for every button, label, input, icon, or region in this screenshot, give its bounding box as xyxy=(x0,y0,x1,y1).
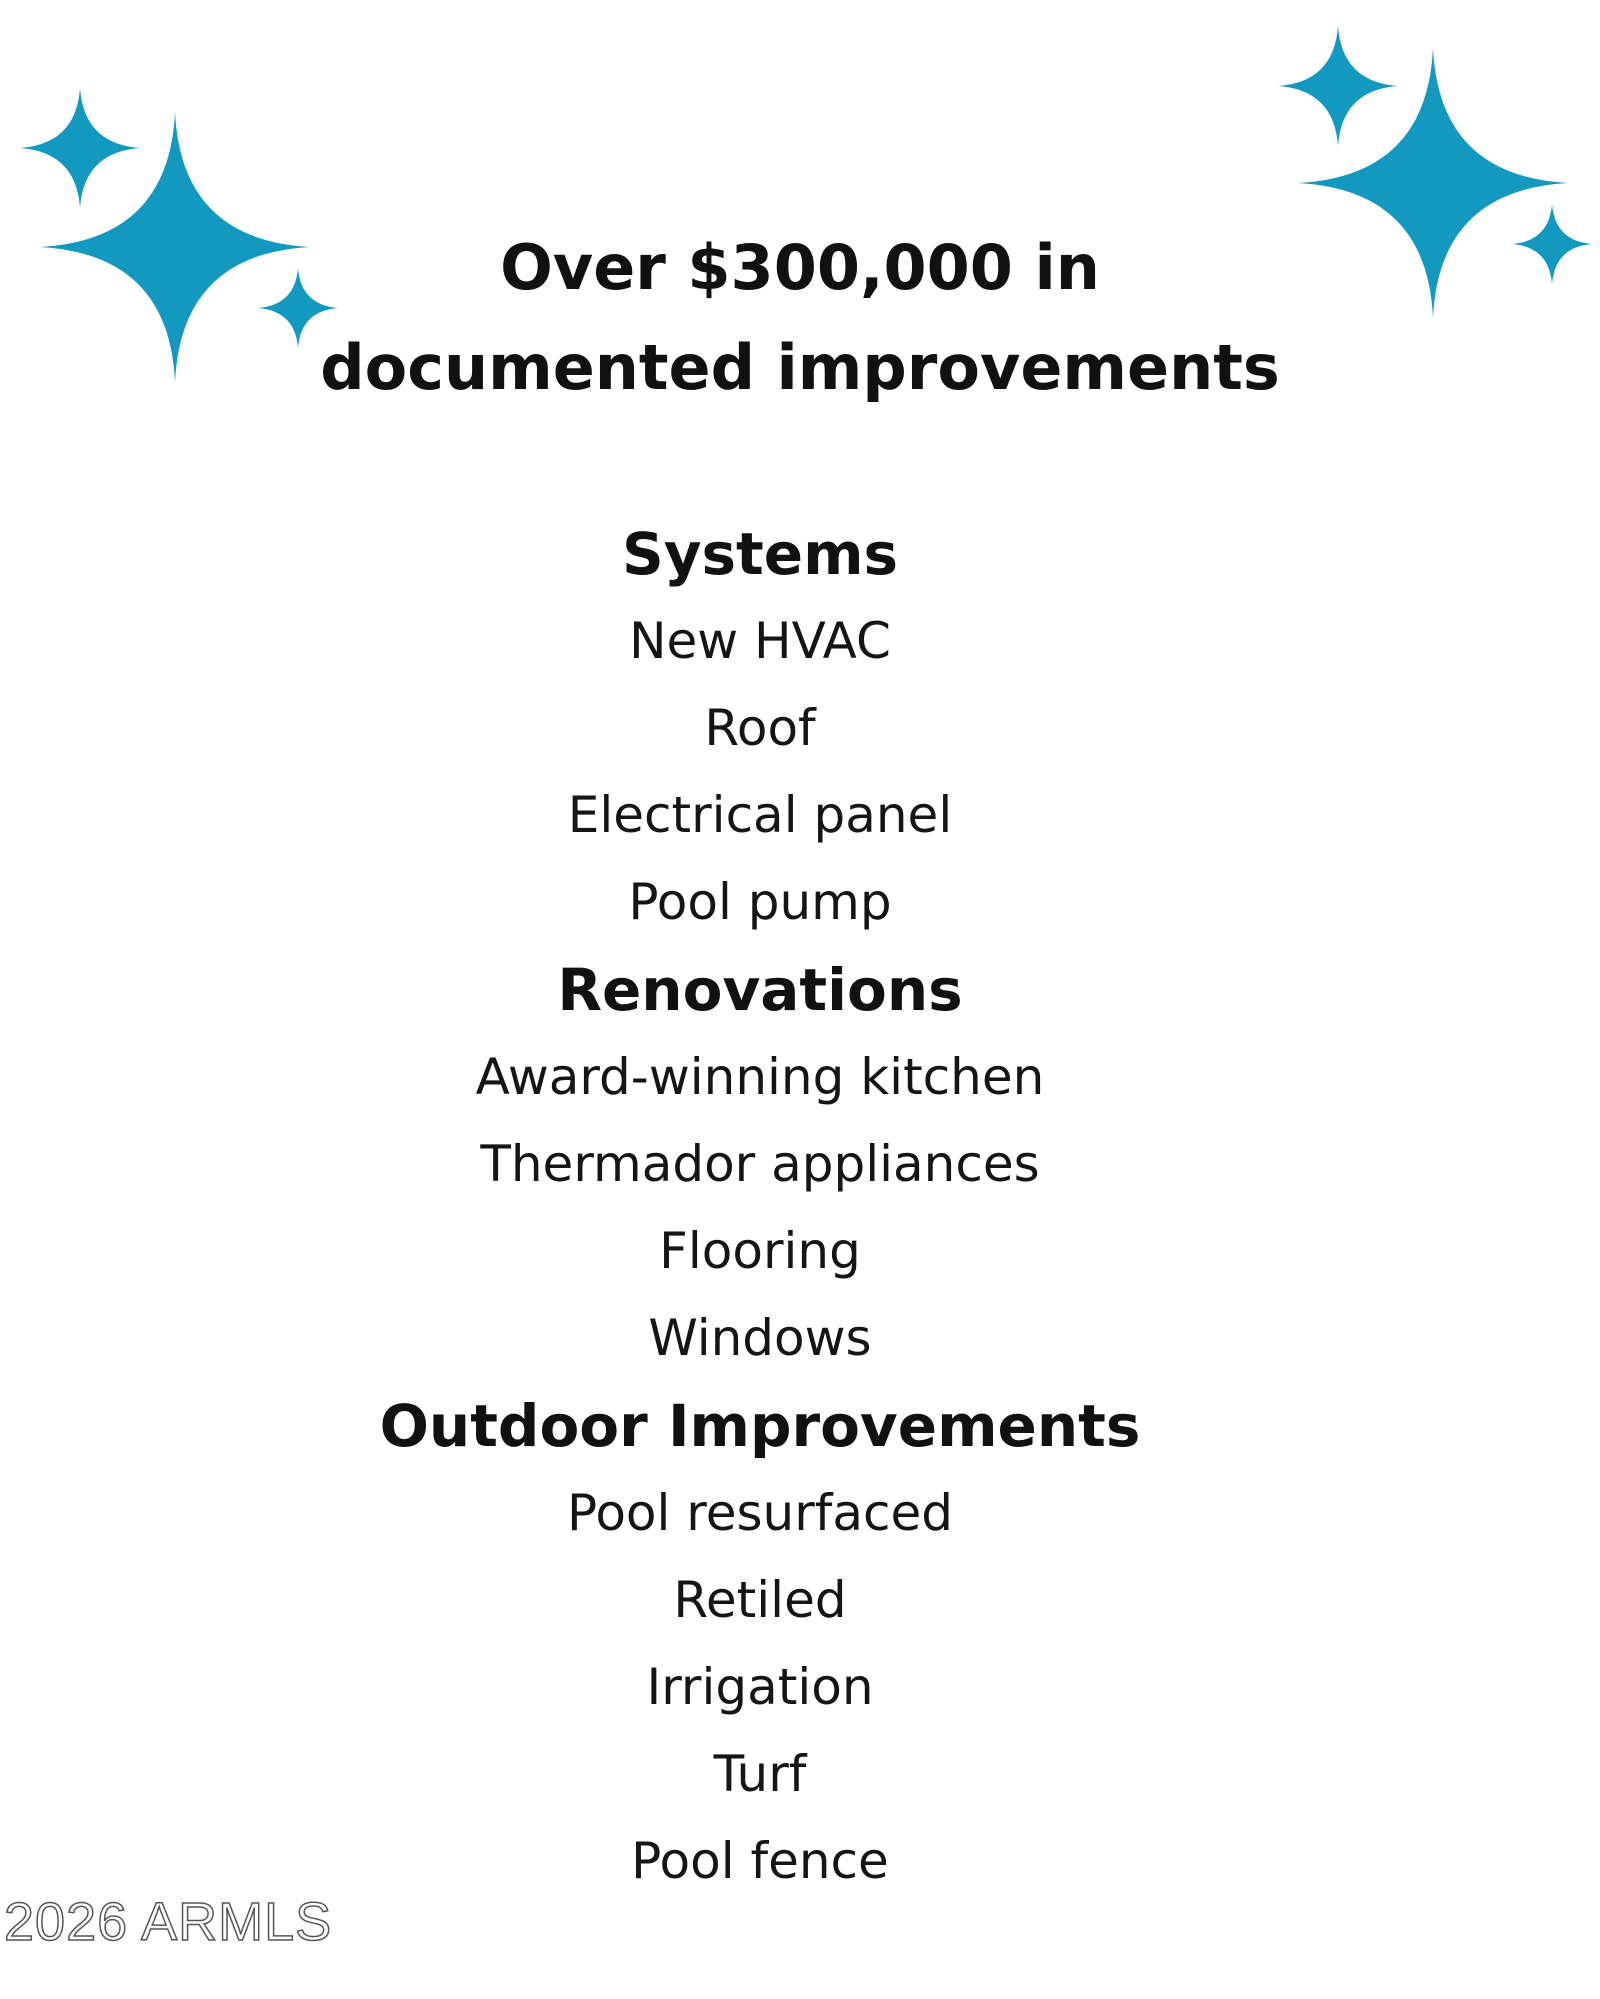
list-item: New HVAC xyxy=(629,612,891,670)
list-item: Windows xyxy=(648,1309,872,1367)
list-item: Irrigation xyxy=(646,1658,874,1716)
list-item: Pool resurfaced xyxy=(566,1484,954,1542)
section-title: Outdoor Improvements xyxy=(379,1392,1141,1460)
sparkle-icon xyxy=(1512,204,1592,284)
section-renovations xyxy=(260,946,1260,1382)
list-item: Electrical panel xyxy=(567,786,953,844)
list-item: Thermador appliances xyxy=(480,1135,1040,1193)
page-title xyxy=(300,218,1300,418)
section-title: Systems xyxy=(621,520,899,588)
list-item: Flooring xyxy=(659,1222,861,1280)
improvements-list xyxy=(260,510,1260,1905)
list-item: Turf xyxy=(713,1745,807,1803)
list-item: Pool pump xyxy=(628,873,892,931)
section-outdoor-improvements xyxy=(260,1382,1260,1905)
list-item: Roof xyxy=(704,699,816,757)
section-systems xyxy=(260,510,1260,946)
list-item: Retiled xyxy=(673,1571,847,1629)
watermark: 2026 ARMLS xyxy=(4,1892,333,1952)
list-item: Award-winning kitchen xyxy=(475,1048,1045,1106)
list-item: Pool fence xyxy=(631,1832,889,1890)
headline-line-1: Over $300,000 in xyxy=(500,231,1100,304)
section-title: Renovations xyxy=(557,956,963,1024)
headline-line-2: documented improvements xyxy=(320,331,1280,404)
